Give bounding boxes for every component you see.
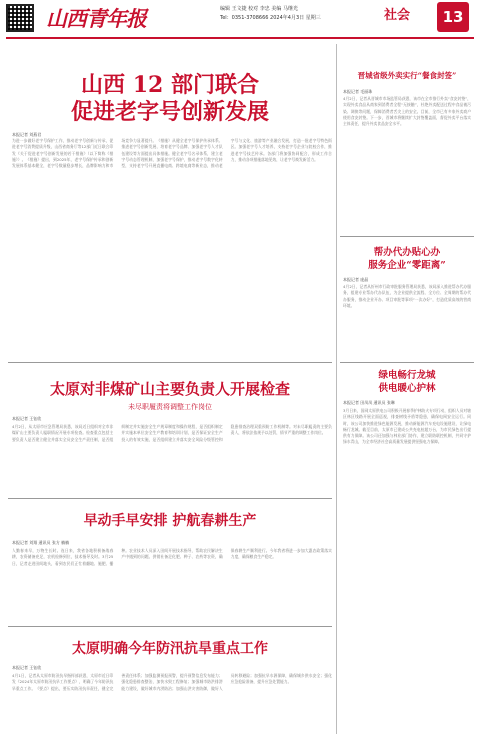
- story3-body: 人勤春来早，万物生长时。连日来，我省各地积极备战春耕，农资储备充足，农机检修到位，技术指导及时。3月25日，记者走进田间地头，看到农民们正忙着翻地、施肥、播种。农业技术人员深入田间开展技术指导，帮助农民解决生产中遇到的问题。供销社备足化肥、种子、农药等农资，确保春耕生产顺利进行。今年我省将进一步加大惠农政策落实力度，确保粮食生产稳定。: [12, 548, 332, 566]
- divider: [340, 362, 474, 363]
- side1-body: 4月2日，记者从晋城市市场监管局获悉，该市在全市推行外卖“食安封签”，实现外卖食品从商家到消费者全程“无接触”，杜绝外卖配送过程中食品被污染、调换等问题，保障消费者舌尖上的安全。目前，全市已有多家外卖商户使用食安封签。下一步，晋城市将继续扩大封签覆盖面，督促外卖平台落实主体责任，提升外卖食品安全水平。: [343, 96, 471, 127]
- column-divider: [336, 44, 337, 734]
- divider: [8, 498, 332, 499]
- date-line: Tel：0351-3708666 2024年4月3日 星期三: [220, 15, 321, 21]
- divider: [8, 626, 332, 627]
- divider: [8, 362, 332, 363]
- side3-body: 3月日来，国网太原供电公司积极开展春季护林防火专项行动，组织人员对辖区林区线路开展全面巡视，排查树线矛盾等隐患，确保电网安全运行。同时，该公司加快推进绿色能源发展，推动新能源汽车充电设施建设，让绿电畅行龙城。截至目前，太原市已建成公共充电桩超万台，为市民绿色出行提供有力保障。该公司还加强与林业部门协作，建立联防联控机制，共同守护绿水青山，为全市经济社会高质量发展提供坚强电力保障。: [343, 408, 471, 445]
- lead-byline: 本报记者 刘燕君: [12, 132, 42, 137]
- lead-headline-line1: 山西 12 部门联合: [81, 72, 259, 98]
- story2-subheadline: 未尽职履责将调整工作岗位: [128, 403, 212, 411]
- side2-headline: [340, 246, 474, 272]
- divider: [340, 236, 474, 237]
- story3-headline: 早动手早安排 护航春耕生产: [83, 513, 257, 529]
- side2-headline-line1: 帮办代办贴心办: [373, 247, 441, 258]
- story2-byline: 本报记者 王钰欣: [12, 416, 42, 421]
- story2-body: 4月2日，从太原市应急管理局获悉，该局近日组织对全市非煤矿山主要负责人履职情况开展专项检查。检查重点包括主要负责人是否建立健全并落实全员安全生产责任制，是否组织制定并实施安全生产规章制度和操作规程，是否组织制定并实施本单位安全生产教育和培训计划，是否保证安全生产投入的有效实施，是否组织建立并落实安全风险分级管控和隐患排查治理双重预防工作机制等。对未尽职履责的主要负责人，将依法依规予以处罚，情节严重的调整工作岗位。: [12, 424, 332, 442]
- side3-byline: 本报记者 田凤凤 通讯员 张琳: [343, 400, 395, 405]
- masthead-logo: 山西青年报: [46, 6, 146, 31]
- story3-byline: 本报记者 刘翔 通讯员 张方 楠楠: [12, 540, 70, 545]
- header-info: [220, 5, 380, 23]
- story4-headline: 太原明确今年防汛抗旱重点工作: [72, 641, 268, 657]
- side2-body: 4月2日，记者从忻州市行政审批服务管理局获悉，该局深入推进帮办代办服务，组建专业帮办代办队伍，为企业提供全流程、全方位、全周期的帮办代办服务，推动企业开办、项目审批等事项“一次办好”，打造优质高效的营商环境。: [343, 284, 471, 308]
- story2-headline: 太原对非煤矿山主要负责人开展检查: [49, 380, 290, 398]
- side3-headline-line1: 绿电畅行龙城: [378, 370, 436, 381]
- story4-byline: 本报记者 王钰欣: [12, 665, 42, 670]
- side3-headline: [340, 369, 474, 395]
- story4-body: 4月1日，记者从太原市防汛抗旱指挥部获悉，太原市近日印发《2024年太原市防汛抗旱工作要点》，明确了今年防汛抗旱重点工作。《要点》提出，要压实防汛抗旱责任，健全完善责任体系；加强监测预报预警，提升预警信息发布能力；强化隐患排查整治，加快水毁工程修复；加强城市防洪排涝能力建设，做好城市内涝防治；加强山洪灾害防御，做好人员转移避险；加强抗旱水源保障，确保城乡供水安全；强化应急抢险准备，提升应急处置能力。: [12, 673, 332, 691]
- lead-body: 为进一步做好老字号保护工作，推动老字号创新与传承，促进老字号消费提质升级，山西省商务厅等12部门近日联合印发《关于促进老字号创新发展的若干措施》（以下简称《措施》）。《措施》提出，到2025年，老字号保护传承和创新发展体系基本健全，老字号数量稳步增长，品牌影响力和市场竞争力显著提升。《措施》从健全老字号保护传承体系、推进老字号创新发展、培育老字号品牌、加强老字号人才队伍建设等方面提出具体措施。健全老字号名录体系，建立老字号动态管理机制，加强老字号保护，推动老字号数字化转型，支持老字号开展直播电商、跨境电商等新业态，推动老字号与文化、旅游等产业融合发展，打造一批老字号特色街区。加强老字号人才培养，支持老字号企业与院校合作，推进老字号技艺传承。各部门将加强协同配合，形成工作合力，推动各项措施落地见效，让老字号焕发新活力。: [12, 138, 332, 169]
- page-number: 13: [437, 2, 469, 32]
- side2-byline: 本报记者 庞晶: [343, 277, 369, 282]
- lead-headline-line2: 促进老字号创新发展: [70, 99, 269, 125]
- side1-headline: 晋城省级外卖实行“餐食封签”: [357, 71, 457, 80]
- side1-byline: 本报记者 毛丽珠: [343, 89, 373, 94]
- header-rule: [6, 37, 474, 39]
- lead-headline: [10, 72, 330, 126]
- section-title: 社会: [384, 8, 411, 23]
- side2-headline-line2: 服务企业“零距离”: [368, 260, 446, 271]
- editor-line: 编辑 王文捷 校对 李忠 美编 马继光: [220, 6, 298, 12]
- side3-headline-line2: 供电暖心护林: [378, 383, 436, 394]
- qr-code: [6, 4, 34, 32]
